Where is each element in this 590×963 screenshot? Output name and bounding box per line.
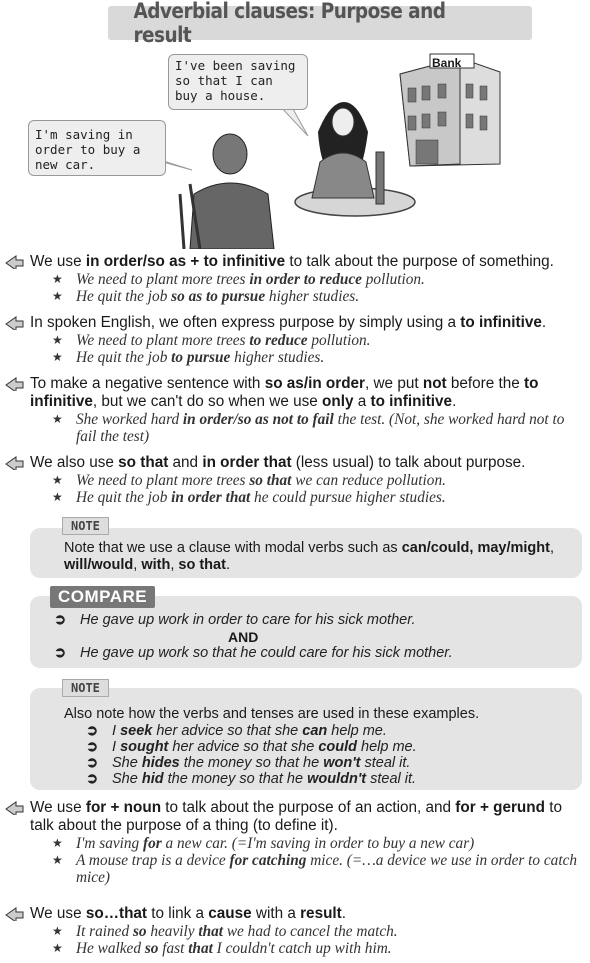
star-icon: ★ xyxy=(52,412,63,426)
list-item: ➲ I seek her advice so that she can help me. xyxy=(86,723,387,739)
arrow-icon: ➲ xyxy=(86,755,99,771)
star-icon: ★ xyxy=(52,941,63,955)
example-item: ★ She worked hard in order/so as not to fail the test. (Not, she worked hard not to fail the test) xyxy=(52,411,565,445)
star-icon: ★ xyxy=(52,924,63,938)
section-so-that-result xyxy=(0,905,590,957)
pointer-bullet-icon xyxy=(4,456,24,470)
example-item: ★ He quit the job to pursue higher studies. xyxy=(52,349,325,366)
rule-text: In spoken English, we often express purpose by simply using a to infinitive. xyxy=(0,314,590,332)
arrow-icon: ➲ xyxy=(54,645,67,661)
note-text: Note that we use a clause with modal verbs such as can/could, may/might, will/would, with, so that. xyxy=(64,540,554,573)
star-icon: ★ xyxy=(52,853,63,867)
example-item: ★ It rained so heavily that we had to cancel the match. xyxy=(52,923,398,940)
pointer-bullet-icon xyxy=(4,907,24,921)
example-item: ★ We need to plant more trees in order to reduce pollution. xyxy=(52,271,425,288)
list-item: ➲ She hides the money so that he won't steal it. xyxy=(86,755,411,771)
bank-building xyxy=(400,54,500,166)
rule-text: We use in order/so as + to infinitive to talk about the purpose of something. xyxy=(0,253,590,271)
rule-text: We use for + noun to talk about the purpose of an action, and for + gerund to talk about the purpose of a thing (to define it). xyxy=(0,799,590,835)
pointer-bullet-icon xyxy=(4,316,24,330)
rule-text: We use so…that to link a cause with a result. xyxy=(0,905,590,923)
star-icon: ★ xyxy=(52,350,63,364)
section-for-noun-gerund xyxy=(0,799,590,886)
pointer-bullet-icon xyxy=(4,255,24,269)
bank-sign: Bank xyxy=(432,56,462,70)
arrow-icon: ➲ xyxy=(86,739,99,755)
speech-bubble-man: I'm saving in order to buy a new car. xyxy=(28,120,166,176)
example-item: ★ A mouse trap is a device for catching mice. (=…a device we use in order to catch mice) xyxy=(52,852,578,886)
page-title: Adverbial clauses: Purpose and result xyxy=(133,0,446,47)
star-icon: ★ xyxy=(52,333,63,347)
pointer-bullet-icon xyxy=(4,801,24,815)
section-so-that xyxy=(0,454,590,506)
compare-line: ➲ He gave up work in order to care for his sick mother. xyxy=(54,612,416,628)
note-intro: Also note how the verbs and tenses are used in these examples. xyxy=(64,706,480,722)
star-icon: ★ xyxy=(52,272,63,286)
example-item: ★ He quit the job so as to pursue higher studies. xyxy=(52,288,360,305)
man-figure xyxy=(180,134,274,249)
arrow-icon: ➲ xyxy=(86,723,99,739)
note-tag: NOTE xyxy=(62,517,109,535)
pointer-bullet-icon xyxy=(4,377,24,391)
speech-bubble-woman: I've been saving so that I can buy a house. xyxy=(168,54,308,110)
page-title-bar xyxy=(108,0,532,47)
compare-line: ➲ He gave up work so that he could care for his sick mother. xyxy=(54,645,453,661)
example-item: ★ He walked so fast that I couldn't catch up with him. xyxy=(52,940,392,957)
section-purpose-infinitive xyxy=(0,253,590,305)
rule-text: To make a negative sentence with so as/in order, we put not before the to infinitive, but we can't do so when we use only a to infinitive. xyxy=(0,375,590,411)
list-item: ➲ She hid the money so that he wouldn't steal it. xyxy=(86,771,417,787)
section-spoken-infinitive xyxy=(0,314,590,366)
note-examples xyxy=(86,723,417,787)
star-icon: ★ xyxy=(52,473,63,487)
compare-tag: COMPARE xyxy=(50,586,155,608)
star-icon: ★ xyxy=(52,836,63,850)
section-negative xyxy=(0,375,590,445)
example-item: ★ He quit the job in order that he could pursue higher studies. xyxy=(52,489,446,506)
note-tag: NOTE xyxy=(62,679,109,697)
star-icon: ★ xyxy=(52,490,63,504)
arrow-icon: ➲ xyxy=(54,612,67,628)
list-item: ➲ I sought her advice so that she could help me. xyxy=(86,739,417,755)
compare-and: AND xyxy=(228,629,259,645)
example-item: ★ I'm saving for a new car. (=I'm saving in order to buy a new car) xyxy=(52,835,475,852)
example-item: ★ We need to plant more trees so that we can reduce pollution. xyxy=(52,472,446,489)
rule-text: We also use so that and in order that (less usual) to talk about purpose. xyxy=(0,454,590,472)
example-item: ★ We need to plant more trees to reduce pollution. xyxy=(52,332,371,349)
arrow-icon: ➲ xyxy=(86,771,99,787)
star-icon: ★ xyxy=(52,289,63,303)
